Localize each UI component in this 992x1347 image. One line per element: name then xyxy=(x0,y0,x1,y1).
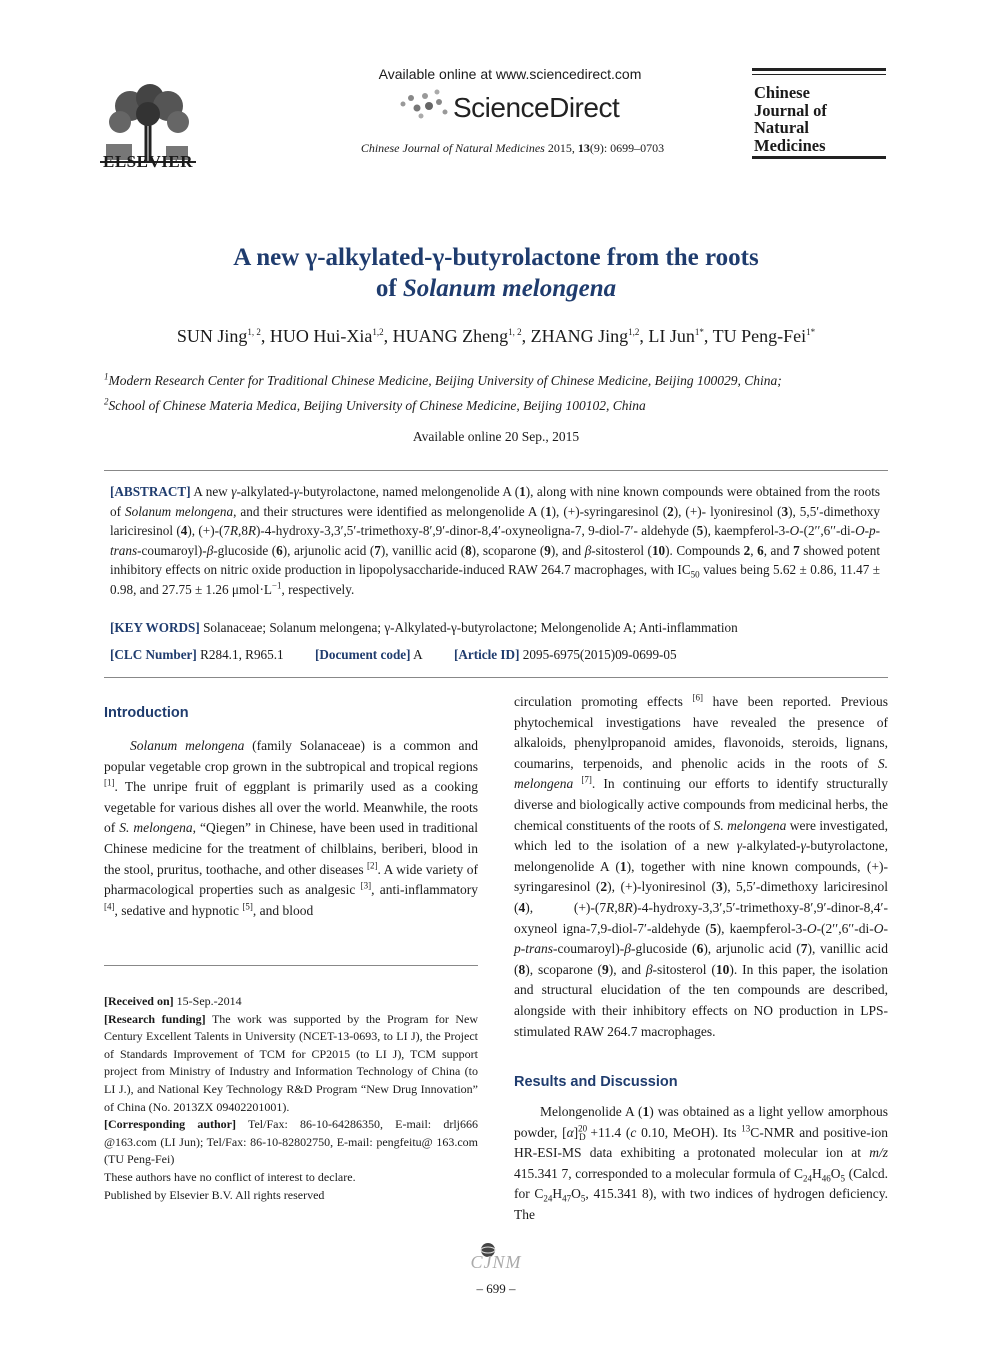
footnote: [Received on] 15-Sep.-2014 [Research funding] The work was supported by the Program for New Century Excellent Talents in University (NCET-13-0693, to LI J), the Project of Standards Improvement of TCM for CP2015 (to LI J), TCM support project from Ministry of Industry and Information Technology of China (to LI J.), and National Key Technology R&D Program “New Drug Innovation” of China (No. 2013ZX 09402201001). [Corresponding author] Tel/Fax: 86-10-64286350, E-mail: drlj666 @163.com (LI Jun); Tel/Fax: 86-10-82802750, E-mail: pengfeitu@ 163.com (TU Peng-Fei) These authors have no conflict of interest to declare. Published by Elsevier B.V. All rights reserved xyxy=(104,993,478,1204)
clc-label: [CLC Number] xyxy=(110,647,197,662)
cjnm-footer-text: CJNM xyxy=(470,1252,522,1272)
author: ZHANG Jing$^{1,2}$ xyxy=(530,326,640,346)
title-line-2 xyxy=(120,273,872,304)
received-value: 15-Sep.-2014 xyxy=(173,994,242,1008)
citation-pages: (9): 0699–0703 xyxy=(589,141,665,155)
classification-row xyxy=(110,647,880,663)
page-number: – 699 – xyxy=(476,1281,516,1296)
doc-code-value: A xyxy=(413,647,423,662)
journal-box-line: Chinese xyxy=(754,83,810,102)
publisher-name: ELSEVIER xyxy=(103,152,193,171)
divider xyxy=(104,677,888,678)
author-list: SUN Jing$^{1, 2}$, HUO Hui-Xia$^{1,2}$, HUANG Zheng$^{1, 2}$, ZHANG Jing$^{1,2}$, LI Jun$^{1*}$, TU Peng-Fei$^{1*}$ xyxy=(176,326,816,346)
author: LI Jun$^{1*}$ xyxy=(648,326,704,346)
sciencedirect-wordmark: ScienceDirect xyxy=(453,92,620,123)
results-body: Melongenolide A (1) was obtained as a light yellow amorphous powder, $[\alpha]^{20}_D +11.4$ (c 0.10, MeOH). Its $^{13}$C-NMR and positive-ion HR-ESI-MS data exhibiting a protonated molecular ion at m/z 415.341 7, corresponded to a molecular formula of $C_{24}H_{46}O_5$ (Calcd. for $C_{24}H_{47}O_5$, 415.341 8), with two indices of hydrogen deficiency. The xyxy=(514,1104,889,1222)
doc-code-label: [Document code] xyxy=(314,647,411,662)
conflict-statement: These authors have no conflict of interest to declare. xyxy=(104,1169,356,1184)
title-species: Solanum melongena xyxy=(402,275,617,302)
affiliation-1: $^1$Modern Research Center for Traditional Chinese Medicine, Beijing University of Chinese Medicine, Beijing 100029, China; xyxy=(104,371,782,388)
author: HUO Hui-Xia$^{1,2}$ xyxy=(269,326,384,346)
citation-year: 2015, xyxy=(544,141,578,155)
footnote-divider xyxy=(104,965,478,966)
introduction-body-continued: circulation promoting effects [6] have been reported. Previous phytochemical investigations have revealed the presence of alkaloids, phenylpropanoid amides, flavonoids, steroids, lignans, coumarins, terpenoids, and phenolic acids in the roots of S. melongena [7]. In continuing our efforts to identify structurally diverse and biologically active compounds from medicinal herbs, the chemical constituents of the roots of S. melongena were investigated, which led to the isolation of a new γ-alkylated-γ-butyrolactone, melongenolide A (1), together with nine known compounds, (+)-syringaresinol (2), (+)-lyoniresinol (3), 5,5′-dimethoxy lariciresinol (4), (+)-(7R,8R)-4-hydroxy-3,3′,5′-trimethoxy-8′,9′-dinor-8,4′-oxyneol igna-7,9-diol-7′-aldehyde (5), kaempferol-3-O-(2′′,6′′-di-O- p-trans-coumaroyl)-β-glucoside (6), arjunolic acid (7), vanillic acid (8), scoparone (9), and β-sitosterol (10). In this paper, the isolation and structural elucidation of the ten compounds are described, alongside with their inhibitory effects on NO production in LPS-stimulated RAW 264.7 macrophages. xyxy=(514,692,889,1039)
citation-volume: 13 xyxy=(577,141,590,155)
journal-box-line: Medicines xyxy=(754,135,826,155)
funding-label: [Research funding] xyxy=(104,1011,206,1026)
divider xyxy=(104,470,888,471)
paper-title xyxy=(120,242,872,304)
keywords-text: Solanaceae; Solanum melongena; γ-Alkylated-γ-butyrolactone; Melongenolide A; Anti-inflammation xyxy=(203,620,738,635)
journal-citation xyxy=(330,141,695,156)
journal-box-line: Journal of xyxy=(754,100,827,120)
sciencedirect-dots-icon xyxy=(395,86,455,126)
journal-box-line: Natural xyxy=(754,118,809,137)
citation-journal-name: Chinese Journal of Natural Medicines xyxy=(360,141,545,155)
journal-box-title xyxy=(754,84,827,154)
section-heading-results: Results and Discussion xyxy=(514,1074,678,1090)
title-of: of xyxy=(375,275,403,302)
corresponding-label: [Corresponding author] xyxy=(104,1117,236,1132)
title-line-1: A new γ-alkylated-γ-butyrolactone from the roots xyxy=(233,244,759,271)
journal-title-box xyxy=(752,68,886,160)
cjnm-footer-logo xyxy=(448,1240,544,1280)
section-heading-introduction: Introduction xyxy=(104,705,189,721)
article-id-label: [Article ID] xyxy=(453,647,520,662)
introduction-body: Solanum melongena (family Solanaceae) is a common and popular vegetable crop grown in the subtropical and tropical regions [1]. The unripe fruit of eggplant is primarily used as a cooking vegetable for various dishes all over the world. Meanwhile, the roots of S. melongena, “Qiegen” in Chinese, have been used in traditional Chinese medicine for the treatment of chilblains, beriberi, blood in the stool, pruritus, toothache, and other diseases [2]. A wide variety of pharmacological properties such as analgesic [3], anti-inflammatory [4], sedative and hypnotic [5], and blood xyxy=(104,738,479,918)
keywords-label: [KEY WORDS] xyxy=(110,620,200,635)
abstract: [ABSTRACT] A new γ-alkylated-γ-butyrolactone, named melongenolide A (1), along with nine known compounds were obtained from the roots of Solanum melongena, and their structures were identified as melongenolide A (1), (+)-syringaresinol (2), (+)- lyoniresinol (3), 5,5′-dimethoxy lariciresinol (4), (+)-(7R,8R)-4-hydroxy-3,3′,5′-trimethoxy-8′,9′-dinor-8,4′-oxyneoligna-7, 9-diol-7′- aldehyde (5), kaempferol-3-O-(2′′,6′′-di-O-p-trans-coumaroyl)-β-glucoside (6), arjunolic acid (7), vanillic acid (8), scoparone (9), and β-sitosterol (10). Compounds 2, 6, and 7 showed potent inhibitory effects on nitric oxide production in lipopolysaccharide-induced RAW 264.7 macrophages, with $IC_{50}$ values being 5.62 ± 0.86, 11.47 ± 0.98, and 27.75 ± 1.26 $\mu mol\cdot L^{-1}$, respectively. xyxy=(110,484,881,597)
keywords xyxy=(110,620,880,636)
abstract-label: [ABSTRACT] xyxy=(110,484,191,499)
author: TU Peng-Fei$^{1*}$ xyxy=(712,326,816,346)
author: HUANG Zheng$^{1, 2}$ xyxy=(392,326,522,346)
available-online-line[interactable]: Available online at www.sciencedirect.com xyxy=(378,66,642,82)
article-id-value: 2095-6975(2015)09-0699-05 xyxy=(522,647,677,662)
publisher-statement: Published by Elsevier B.V. All rights reserved xyxy=(104,1187,325,1202)
received-label: [Received on] xyxy=(104,994,174,1008)
sciencedirect-logo xyxy=(395,86,655,128)
author: SUN Jing$^{1, 2}$ xyxy=(176,326,261,346)
affiliation-2: $^2$School of Chinese Materia Medica, Beijing University of Chinese Medicine, Beijing 100102, China xyxy=(104,396,646,413)
clc-value: R284.1, R965.1 xyxy=(200,647,284,662)
available-date: Available online 20 Sep., 2015 xyxy=(412,429,580,444)
